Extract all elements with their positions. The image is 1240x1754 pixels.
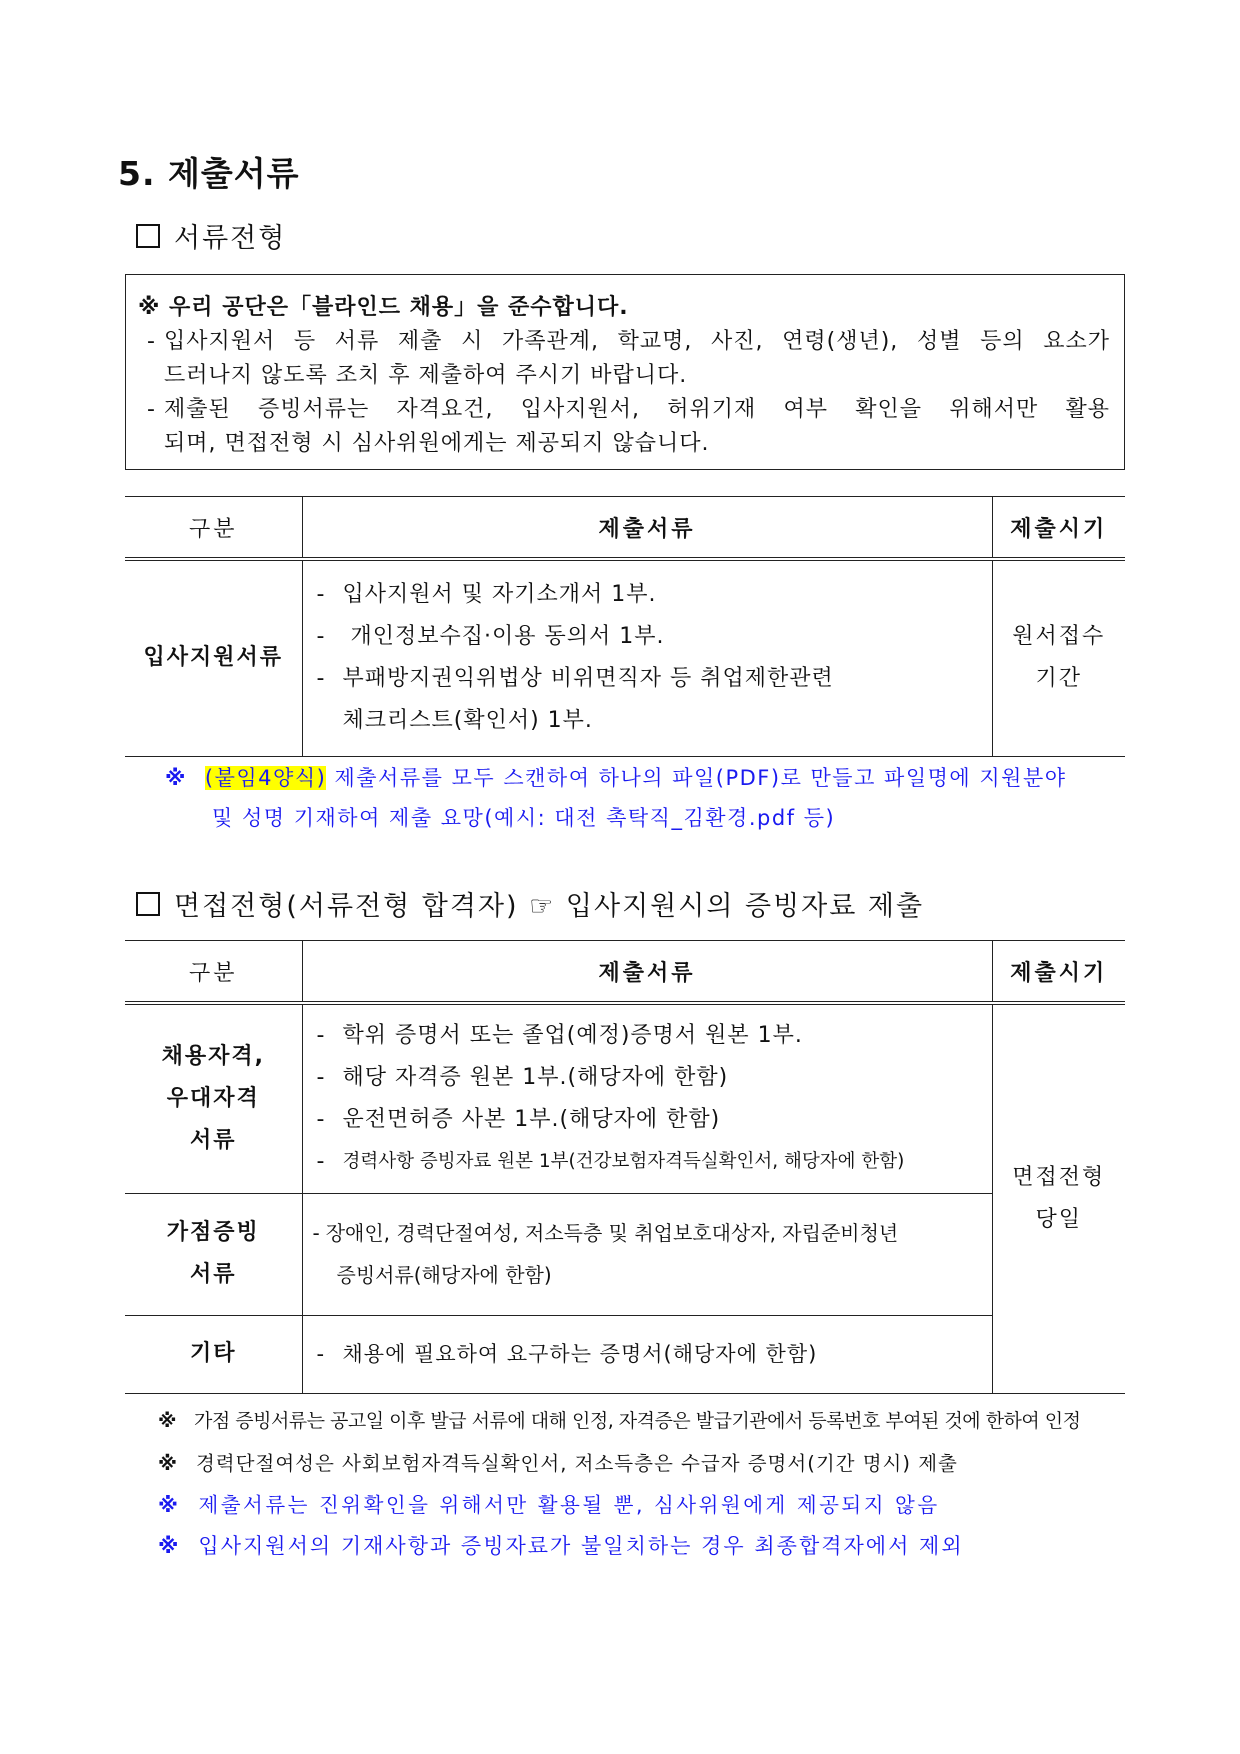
checkbox-square-icon: [136, 892, 160, 916]
table-header-row: [125, 941, 1125, 1004]
submission-note: ※ (붙임4양식) 제출서류를 모두 스캔하여 하나의 파일(PDF)로 만들고 파일명에 지원분야: [165, 766, 1067, 790]
list-item-continuation: 체크리스트(확인서) 1부.: [342, 708, 593, 734]
row-label: 가점증빙 서류: [125, 1193, 302, 1315]
blind-hiring-notice-box: [125, 274, 1125, 470]
notice-item-line: 입사지원서 등 서류 제출 시 가족관계, 학교명, 사진, 연령(생년), 성별 등의 요소가: [164, 329, 1110, 354]
note-bonus-documents: ※ 가점 증빙서류는 공고일 이후 발급 서류에 대해 인정, 자격증은 발급기관에서 등록번호 부여된 것에 한하여 인정: [158, 1410, 1081, 1432]
checkbox-square-icon: [136, 224, 160, 248]
header-category: 구분: [125, 497, 302, 560]
row-documents: [302, 1193, 992, 1315]
header-documents: 제출서류: [302, 941, 992, 1004]
form-highlight: (붙임4양식): [204, 766, 327, 790]
list-item: - 채용에 필요하여 요구하는 증명서(해당자에 한함): [316, 1342, 818, 1366]
notice-item-line: 제출된 증빙서류는 자격요건, 입사지원서, 허위기재 여부 확인을 위해서만 활용: [164, 397, 1110, 422]
notice-heading: ※ 우리 공단은「블라인드 채용」을 준수합니다.: [138, 295, 629, 320]
note-verification-only: ※ 제출서류는 진위확인을 위해서만 활용될 뿐, 심사위원에게 제공되지 않음: [158, 1493, 940, 1517]
submission-note-continuation: 및 성명 기재하여 제출 요망(예시: 대전 촉탁직_김환경.pdf 등): [212, 806, 836, 830]
table-header-row: [125, 497, 1125, 560]
header-timing: 제출시기: [992, 497, 1125, 560]
list-item-continuation: 증빙서류(해당자에 한함): [336, 1263, 552, 1287]
interview-documents-table: [125, 940, 1125, 1394]
subsection-title-document-screening: [136, 216, 286, 255]
row-label: 입사지원서류: [125, 559, 302, 756]
header-documents: 제출서류: [302, 497, 992, 560]
note-career-break: ※ 경력단절여성은 사회보험자격득실확인서, 저소득층은 수급자 증명서(기간 명시) 제출: [158, 1452, 958, 1475]
list-item: - 학위 증명서 또는 졸업(예정)증명서 원본 1부.: [316, 1022, 803, 1048]
table-row: [125, 1315, 1125, 1393]
subsection-title-text: 면접전형(서류전형 합격자) ☞ 입사지원시의 증빙자료 제출: [174, 891, 925, 922]
header-timing: 제출시기: [992, 941, 1125, 1004]
section-title: 5. 제출서류: [118, 154, 300, 193]
notice-item: - 입사지원서 등 서류 제출 시 가족관계, 학교명, 사진, 연령(생년), 성별 등의 요소가 드러나지 않도록 조치 후 제출하여 주시기 바랍니다.: [138, 325, 1110, 393]
document-screening-table: [125, 496, 1125, 757]
list-item: - 운전면허증 사본 1부.(해당자에 한함): [316, 1106, 721, 1132]
table-row: [125, 1003, 1125, 1193]
notice-item-line: 드러나지 않도록 조치 후 제출하여 주시기 바랍니다.: [164, 363, 688, 388]
table-row: [125, 1193, 1125, 1315]
list-item: - 부패방지권익위법상 비위면직자 등 취업제한관련: [316, 666, 834, 692]
list-item: - 경력사항 증빙자료 원본 1부(건강보험자격득실확인서, 해당자에 한함): [316, 1148, 905, 1174]
subsection-title-text: 서류전형: [174, 223, 287, 254]
row-documents: [302, 1003, 992, 1193]
row-documents: [302, 1315, 992, 1393]
list-item: - 입사지원서 및 자기소개서 1부.: [316, 582, 657, 608]
row-timing: 면접전형 당일: [992, 1003, 1125, 1393]
note-mismatch-exclusion: ※ 입사지원서의 기재사항과 증빙자료가 불일치하는 경우 최종합격자에서 제외: [158, 1534, 964, 1558]
list-item: - 장애인, 경력단절여성, 저소득층 및 취업보호대상자, 자립준비청년: [312, 1221, 899, 1245]
list-item: - 해당 자격증 원본 1부.(해당자에 한함): [316, 1064, 729, 1090]
header-category: 구분: [125, 941, 302, 1004]
table-row: [125, 559, 1125, 756]
row-documents: [302, 559, 992, 756]
row-label: 채용자격, 우대자격 서류: [125, 1003, 302, 1193]
notice-item: - 제출된 증빙서류는 자격요건, 입사지원서, 허위기재 여부 확인을 위해서만 활용 되며, 면접전형 시 심사위원에게는 제공되지 않습니다.: [138, 393, 1110, 461]
row-label: 기타: [125, 1315, 302, 1393]
notice-item-line: 되며, 면접전형 시 심사위원에게는 제공되지 않습니다.: [164, 431, 710, 456]
subsection-title-interview: [136, 884, 924, 923]
list-item: - 개인정보수집·이용 동의서 1부.: [316, 624, 665, 650]
row-timing: 원서접수 기간: [992, 559, 1125, 756]
